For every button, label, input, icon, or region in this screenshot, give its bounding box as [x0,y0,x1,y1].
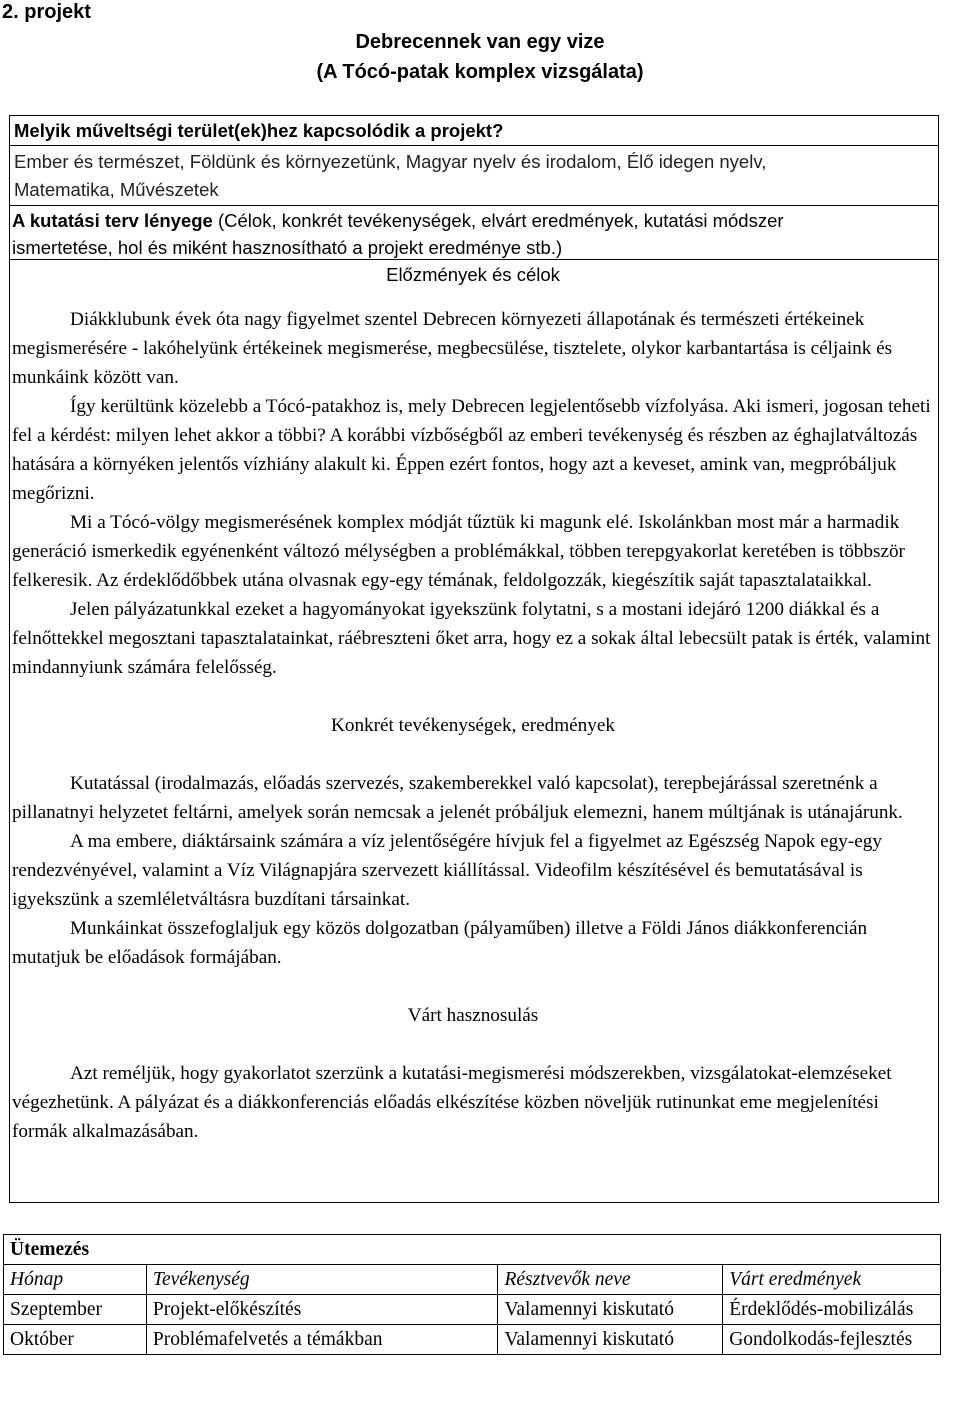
plan-heading-bold: A kutatási terv lényege [12,210,213,231]
cell-activity: Problémafelvetés a témákban [146,1325,498,1355]
plan-heading-line-1 [10,206,938,234]
section-title-expected-use: Várt hasznosulás [407,1005,539,1026]
fields-line-2: Matematika, Művészetek [14,179,219,200]
section2-paragraph-3: Munkáinkat összefoglaljuk egy közös dolgozatban (pályaműben) illetve a Földi János diákkonferencián mutatjuk be előadások formájában. [12,918,868,968]
col-header-results: Várt eredmények [723,1265,941,1295]
plan-heading-row [10,206,938,260]
section2-paragraph-2: A ma embere, diáktársaink számára a víz jelentőségére hívjuk fel a figyelmet az Egészség Napok egy-egy rendezvényével, valamint a Víz Világnapjára szervezett kiállítással. Videofilm készítésével és bemutatásával is igyekszünk a szemléletváltásra buzdítani társainkat. [12,831,882,910]
project-description-box [9,115,939,1203]
table-row [4,1325,941,1355]
plan-heading-rest: (Célok, konkrét tevékenységek, elvárt eredmények, kutatási módszer [212,210,784,231]
cell-participants: Valamennyi kiskutató [498,1295,723,1325]
cell-results: Gondolkodás-fejlesztés [723,1325,941,1355]
schedule-title-row [4,1235,941,1265]
col-header-activity: Tevékenység [146,1265,498,1295]
schedule-title: Ütemezés [4,1235,941,1265]
cell-month: Szeptember [4,1295,147,1325]
fields-question: Melyik műveltségi terület(ek)hez kapcsolódik a projekt? [14,120,504,141]
cell-results: Érdeklődés-mobilizálás [723,1295,941,1325]
document-title [0,27,960,87]
section1-paragraph-1: Diákklubunk évek óta nagy figyelmet szentel Debrecen környezeti állapotának és természeti értékeinek megismerésére - lakóhelyünk értékeinek megismerése, megbecsülése, tisztelete, olykor karbantartása is céljaink és munkáink között van. [12,309,893,388]
schedule-table [3,1234,941,1355]
project-number: 2. projekt [2,1,91,23]
section3-paragraph-1: Azt reméljük, hogy gyakorlatot szerzünk a kutatási-megismerési módszerekben, vizsgálatokat-elemzéseket végezhetünk. A pályázat és a diákkonferenciás előadás elkészítése közben növeljük rutinunkat eme megjelenítési formák alkalmazásában. [12,1063,892,1142]
section-title-background: Előzmények és célok [386,264,560,285]
section2-paragraph-1: Kutatással (irodalmazás, előadás szervezés, szakemberekkel való kapcsolat), terepbejárással szeretnénk a pillanatnyi helyzetet feltárni, amelyek során nemcsak a jelenét próbáljuk elemezni, hanem múltjának is utánajárunk. [12,773,903,823]
table-row [4,1295,941,1325]
section1-paragraph-3: Mi a Tócó-völgy megismerésének komplex módját tűztük ki magunk elé. Iskolánkban most már a harmadik generáció ismerkedik egyénenként változó mélységben a problémákkal, többen terepgyakorlat keretében is többször felkeresik. Az érdeklődőbbek utána olvasnak egy-egy témának, feldolgozzák, kiegészítik saját tapasztalataikkal. [12,512,905,591]
section1-paragraph-4: Jelen pályázatunkkal ezeket a hagyományokat igyekszünk folytatni, s a mostani idejáró 1200 diákkal és a felnőttekkel megosztani tapasztalatainkat, ráébreszteni őket arra, hogy ez a sokak által lebecsült patak is érték, valamint mindannyiunk számára felelősség. [12,599,931,678]
plan-content [12,260,934,1146]
fields-line-1: Ember és természet, Földünk és környezetünk, Magyar nyelv és irodalom, Élő idegen nyelv, [14,151,767,172]
col-header-participants: Résztvevők neve [498,1265,723,1295]
fields-question-row [10,116,938,146]
schedule-header-row [4,1265,941,1295]
title-line-1: Debrecennek van egy vize [355,31,605,53]
title-line-2: (A Tócó-patak komplex vizsgálata) [316,61,644,83]
plan-heading-line-2: ismertetése, hol és miként hasznosítható a projekt eredménye stb.) [12,237,563,258]
fields-answer-row [10,146,938,206]
plan-content-row [10,260,938,1202]
cell-month: Október [4,1325,147,1355]
section1-paragraph-2: Így kerültünk közelebb a Tócó-patakhoz is, mely Debrecen legjelentősebb vízfolyása. Aki ismeri, jogosan teheti fel a kérdést: milyen lehet akkor a többi? A korábbi vízbőségből az emberi tevékenység és részben az éghajlatváltozás hatására a környéken jelentős vízhiány alakult ki. Éppen ezért fontos, hogy azt a keveset, amink van, megpróbáljuk megőrizni. [12,396,931,504]
cell-activity: Projekt-előkészítés [146,1295,498,1325]
section-title-activities: Konkrét tevékenységek, eredmények [331,715,615,736]
cell-participants: Valamennyi kiskutató [498,1325,723,1355]
col-header-month: Hónap [4,1265,147,1295]
